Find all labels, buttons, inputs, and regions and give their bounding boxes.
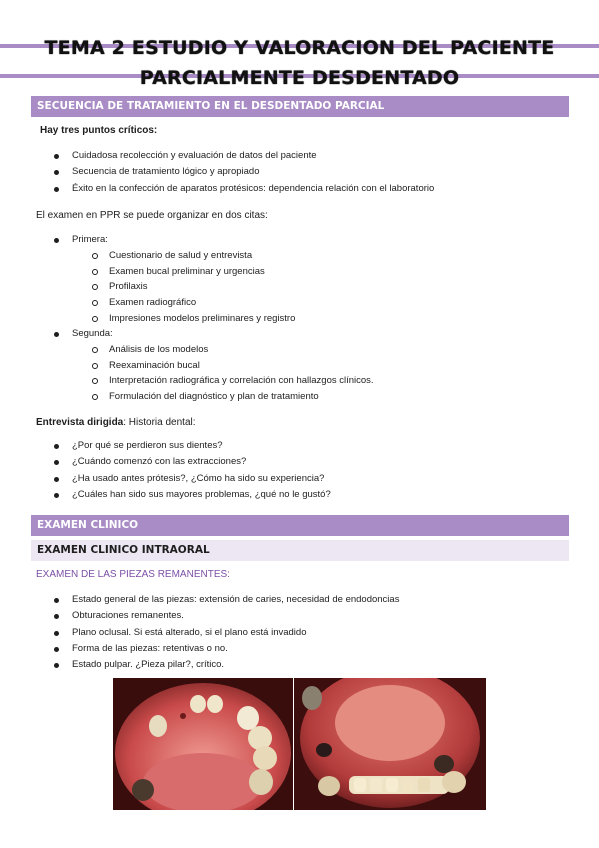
photo-upper-arch — [113, 678, 293, 810]
list-item: Reexaminación bucal — [92, 358, 374, 374]
list-item: Estado pulpar. ¿Pieza pilar?, crítico. — [54, 657, 399, 673]
first-visit-items — [92, 248, 295, 326]
list-item: ¿Ha usado antes prótesis?, ¿Cómo ha sido su experiencia? — [54, 471, 331, 487]
list-item: ¿Por qué se perdieron sus dientes? — [54, 438, 331, 454]
subsubheading-piezas: EXAMEN DE LAS PIEZAS REMANENTES: — [36, 569, 230, 580]
second-visit-label: Segunda: — [54, 326, 113, 342]
list-item: Análisis de los modelos — [92, 342, 374, 358]
list-item: Plano oclusal. Si está alterado, si el plano está invadido — [54, 625, 399, 641]
interview-rest: : Historia dental: — [123, 417, 196, 428]
list-item: Obturaciones remanentes. — [54, 608, 399, 624]
title-line-2: PARCIALMENTE DESDENTADO — [139, 67, 460, 89]
remaining-teeth-list — [54, 592, 399, 673]
list-item: Secuencia de tratamiento lógico y apropiado — [54, 164, 434, 180]
subheading-intraoral: EXAMEN CLINICO INTRAORAL — [31, 540, 569, 561]
second-visit-list — [54, 326, 113, 342]
section-heading-examen-clinico: EXAMEN CLINICO — [31, 515, 569, 536]
list-item: Examen radiográfico — [92, 295, 295, 311]
list-item: Examen bucal preliminar y urgencias — [92, 264, 295, 280]
exam-intro: El examen en PPR se puede organizar en dos citas: — [36, 210, 268, 221]
first-visit-list — [54, 232, 108, 248]
page-title — [0, 33, 599, 93]
list-item: Forma de las piezas: retentivas o no. — [54, 641, 399, 657]
list-item: Interpretación radiográfica y correlación con hallazgos clínicos. — [92, 373, 374, 389]
interview-label: Entrevista dirigida — [36, 417, 124, 428]
critical-points-list — [54, 148, 434, 197]
photo-lower-arch — [294, 678, 486, 810]
list-item: ¿Cuándo comenzó con las extracciones? — [54, 454, 331, 470]
list-item: ¿Cuáles han sido sus mayores problemas, ¿qué no le gustó? — [54, 487, 331, 503]
section-heading-tratamiento: SECUENCIA DE TRATAMIENTO EN EL DESDENTADO PARCIAL — [31, 96, 569, 117]
list-item: Formulación del diagnóstico y plan de tratamiento — [92, 389, 374, 405]
second-visit-items — [92, 342, 374, 405]
first-visit-label: Primera: — [54, 232, 108, 248]
list-item: Éxito en la confección de aparatos protésicos: dependencia relación con el laboratorio — [54, 181, 434, 197]
list-item: Estado general de las piezas: extensión de caries, necesidad de endodoncias — [54, 592, 399, 608]
title-line-1: TEMA 2 ESTUDIO Y VALORACION DEL PACIENTE — [44, 37, 555, 59]
list-item: Cuidadosa recolección y evaluación de datos del paciente — [54, 148, 434, 164]
critical-points-intro: Hay tres puntos críticos: — [40, 125, 158, 136]
list-item: Profilaxis — [92, 279, 295, 295]
interview-heading — [36, 416, 196, 429]
list-item: Cuestionario de salud y entrevista — [92, 248, 295, 264]
interview-questions — [54, 438, 331, 503]
list-item: Impresiones modelos preliminares y registro — [92, 311, 295, 327]
